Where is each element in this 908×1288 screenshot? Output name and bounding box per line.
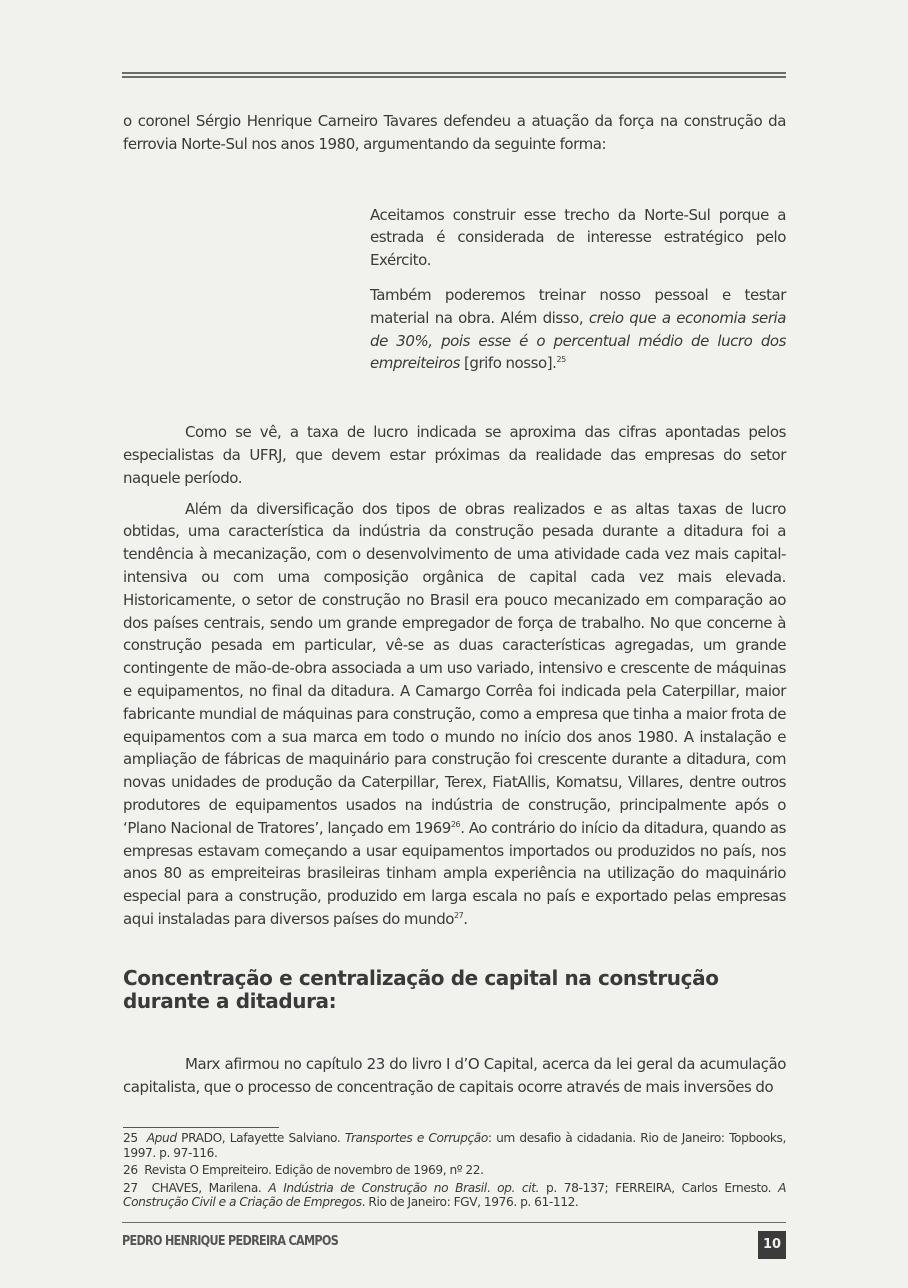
- block-quote: [370, 204, 786, 376]
- header-rule: [122, 72, 786, 78]
- quote-paragraph-1: Aceitamos construir esse trecho da Norte-Sul porque a estrada é considerada de interesse estratégico pelo Exército.: [370, 205, 786, 270]
- footnote-ref-25[interactable]: 25: [556, 355, 566, 365]
- footnote-26: 26 Revista O Empreiteiro. Edição de novembro de 1969, nº 22.: [123, 1163, 484, 1178]
- quote-paragraph-2: Também poderemos treinar nosso pessoal e testar material na obra. Além disso, creio que a economia seria de 30%, pois esse é o percentual médio de lucro dos empreiteiros [grifo nosso].$^{25}$: [370, 285, 786, 373]
- footnotes: [123, 1131, 786, 1213]
- paragraph-1: Como se vê, a taxa de lucro indicada se aproxima das cifras apontadas pelos especialistas da UFRJ, que devem estar próximas da realidade das empresas do setor naquele período.: [123, 423, 786, 487]
- intro-paragraph: o coronel Sérgio Henrique Carneiro Tavares defendeu a atuação da força na construção da ferrovia Norte-Sul nos anos 1980, argumentando da seguinte forma:: [123, 112, 786, 153]
- main-text: [123, 110, 786, 1098]
- paragraph-3: Marx afirmou no capítulo 23 do livro I d’O Capital, acerca da lei geral da acumulação capitalista, que o processo de concentração de capitais ocorre através de mais inversões do: [123, 1054, 786, 1096]
- footnote-ref-26[interactable]: 26: [450, 819, 461, 829]
- footer-rule: [122, 1222, 786, 1223]
- page-number: 10: [758, 1231, 786, 1259]
- footnote-25: 25 Apud PRADO, Lafayette Salviano. Transportes e Corrupção: um desafio à cidadania. Rio de Janeiro: Topbooks, 1997. p. 97-116.: [123, 1131, 786, 1160]
- author-name: PEDRO HENRIQUE PEDREIRA CAMPOS: [122, 1234, 339, 1249]
- paragraph-2: Além da diversificação dos tipos de obras realizados e as altas taxas de lucro obtidas, uma característica da indústria da construção pesada durante a ditadura foi a tendência à mecanização, com o desenvolvimento de uma atividade cada vez mais capital-intensiva ou com uma composição orgânica de capital cada vez mais elevada. Historicamente, o setor de construção no Brasil era pouco mecanizado em comparação ao dos países centrais, sendo um grande empregador de força de trabalho. No que concerne à construção pesada em particular, vê-se as duas características agregadas, um grande contingente de mão-de-obra associada a um uso variado, intensivo e crescente de máquinas e equipamentos, no final da ditadura. A Camargo Corrêa foi indicada pela Caterpillar, maior fabricante mundial de máquinas para construção, como a empresa que tinha a maior frota de equipamentos com a sua marca em todo o mundo no início dos anos 1980. A instalação e ampliação de fábricas de maquinário para construção foi crescente durante a ditadura, com novas unidades de produção da Caterpillar, Terex, FiatAllis, Komatsu, Villares, dentre outros produtores de equipamentos usados na indústria de construção, principalmente após o ‘Plano Nacional de Tratores’, lançado em 1969$^{26}$. Ao contrário do início da ditadura, quando as empresas estavam começando a usar equipamentos importados ou produzidos no país, nos anos 80 as empreiteiras brasileiras tinham ampla experiência na utilização do maquinário especial para a construção, produzido em larga escala no país e exportado pelas empresas aqui instaladas para diversos países do mundo$^{27}$.: [123, 499, 786, 928]
- footnote-27: 27 CHAVES, Marilena. A Indústria de Construção no Brasil. op. cit. p. 78-137; FERREIRA, Carlos Ernesto. A Construção Civil e a Criação de Empregos. Rio de Janeiro: FGV, 1976. p. 61-112.: [123, 1180, 786, 1210]
- footnote-ref-27[interactable]: 27: [454, 910, 464, 920]
- footnote-separator: [123, 1127, 279, 1128]
- section-heading: Concentração e centralização de capital na construção durante a ditadura:: [123, 965, 719, 1013]
